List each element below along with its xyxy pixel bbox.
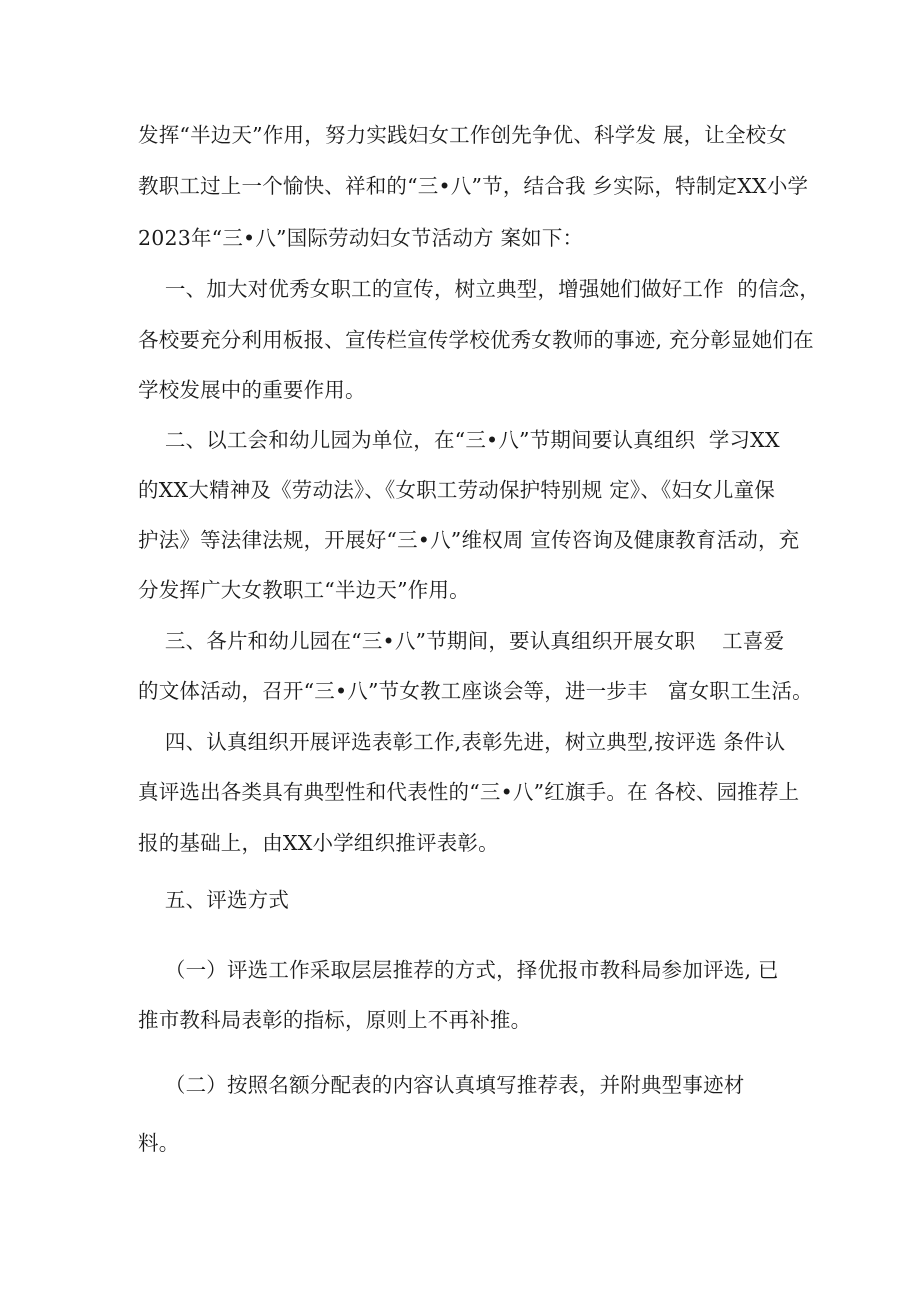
paragraph-item-2-line-3: 护法》等法律法规，开展好“三•八”维权周 宣传咨询及健康教育活动，充 bbox=[138, 528, 800, 552]
paragraph-item-4-line-2: 真评选出各类具有典型性和代表性的“三•八”红旗手。在 各校、园推荐上 bbox=[138, 780, 800, 804]
paragraph-item-1-line-2: 各校要充分利用板报、宣传栏宣传学校优秀女教师的事迹, 充分彰显她们在 bbox=[138, 328, 814, 352]
paragraph-intro-line-2: 教职工过上一个愉快、祥和的“三•八”节，结合我 乡实际，特制定XX小学 bbox=[138, 174, 809, 198]
paragraph-item-1-line-1: 一、加大对优秀女职工的宣传，树立典型，增强她们做好工作 的信念， bbox=[138, 277, 820, 301]
paragraph-item-4-line-3: 报的基础上，由XX小学组织推评表彰。 bbox=[138, 831, 499, 855]
paragraph-item-5-2-line-1: （二）按照名额分配表的内容认真填写推荐表，并附典型事迹材 bbox=[138, 1073, 745, 1097]
paragraph-item-1-line-3: 学校发展中的重要作用。 bbox=[138, 378, 366, 402]
paragraph-item-5-2-line-2: 料。 bbox=[138, 1131, 180, 1155]
paragraph-item-3-line-2: 的文体活动，召开“三•八”节女教工座谈会等，进一步丰 富女职工生活。 bbox=[138, 679, 813, 703]
paragraph-item-4-line-1: 四、认真组织开展评选表彰工作,表彰先进，树立典型,按评选 条件认 bbox=[138, 730, 786, 754]
paragraph-item-2-line-1: 二、以工会和幼儿园为单位，在“三•八”节期间要认真组织 学习XX bbox=[138, 428, 780, 452]
paragraph-item-2-line-4: 分发挥广大女教职工“半边天”作用。 bbox=[138, 578, 470, 602]
paragraph-intro-line-1: 发挥“半边天”作用，努力实践妇女工作创先争优、科学发 展，让全校女 bbox=[138, 123, 788, 147]
paragraph-item-3-line-1: 三、各片和幼儿园在“三•八”节期间，要认真组织开展女职 工喜爱 bbox=[138, 629, 785, 653]
paragraph-item-5-1-line-1: （一）评选工作采取层层推荐的方式，择优报市教科局参加评选, 已 bbox=[138, 958, 779, 982]
paragraph-item-5-heading: 五、评选方式 bbox=[138, 888, 290, 912]
paragraph-item-5-1-line-2: 推市教科局表彰的指标，原则上不再补推。 bbox=[138, 1008, 532, 1032]
paragraph-item-2-line-2: 的XX大精神及《劳动法》、《女职工劳动保护特别规 定》、《妇女儿童保 bbox=[138, 478, 776, 502]
paragraph-intro-line-3: 2023年“三•八”国际劳动妇女节活动方 案如下： bbox=[138, 226, 584, 250]
